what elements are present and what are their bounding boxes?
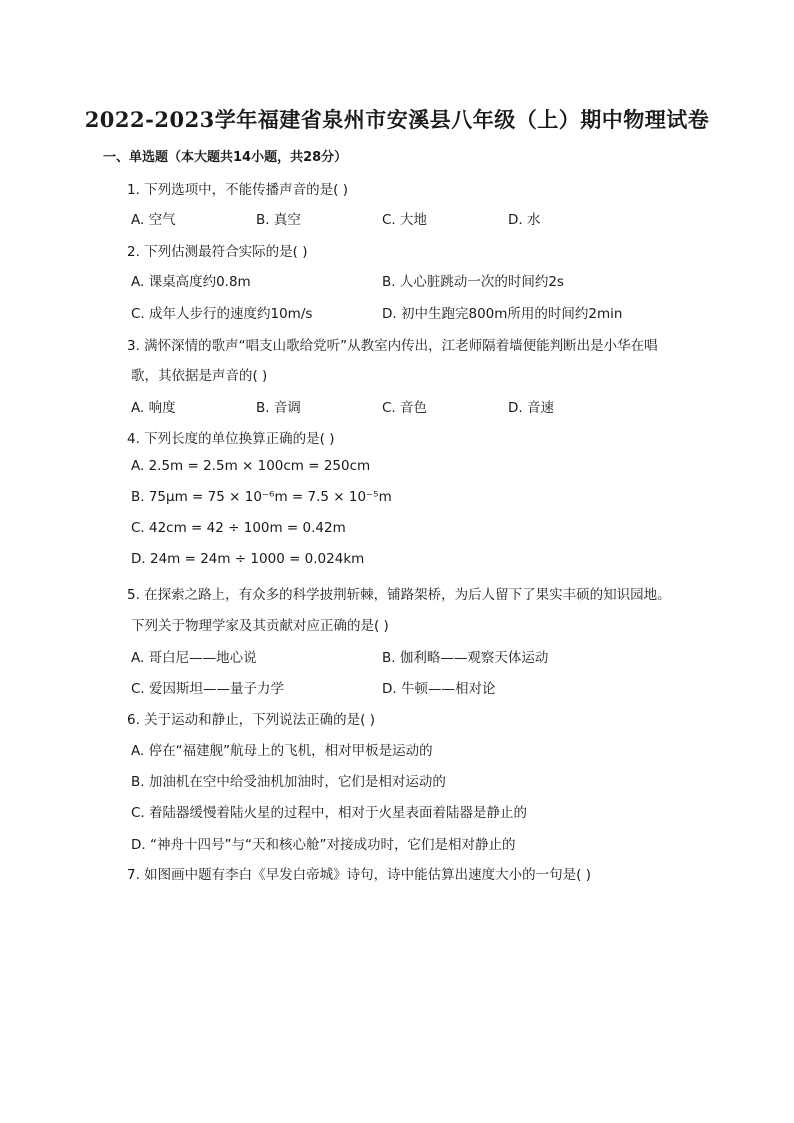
question-4-option-d: D. 24m = 24m ÷ 1000 = 0.024km — [131, 551, 365, 567]
question-7-stem: 7. 如图画中题有李白《早发白帝城》诗句，诗中能估算出速度大小的一句是( ) — [127, 867, 591, 883]
question-6-stem: 6. 关于运动和静止，下列说法正确的是( ) — [127, 712, 375, 728]
question-2-option-c: C. 成年人步行的速度约10m/s — [131, 306, 313, 322]
question-3-stem-line-1: 3. 满怀深情的歌声“唱支山歌给党听”从教室内传出，江老师隔着墙便能判断出是小华在唱 — [127, 338, 658, 354]
question-1-option-a: A. 空气 — [131, 212, 176, 228]
question-1-option-d: D. 水 — [508, 212, 541, 228]
question-6-option-b: B. 加油机在空中给受油机加油时，它们是相对运动的 — [131, 774, 446, 790]
question-2-option-b: B. 人心脏跳动一次的时间约2s — [382, 274, 564, 290]
question-1-option-c: C. 大地 — [382, 212, 428, 228]
question-6-option-a: A. 停在“福建舰”航母上的飞机，相对甲板是运动的 — [131, 743, 433, 759]
question-6-option-c: C. 着陆器缓慢着陆火星的过程中，相对于火星表面着陆器是静止的 — [131, 805, 528, 821]
question-3-stem-line-2: 歌，其依据是声音的( ) — [131, 368, 268, 384]
question-1-stem: 1. 下列选项中，不能传播声音的是( ) — [127, 182, 348, 198]
question-2-option-d: D. 初中生跑完800m所用的时间约2min — [382, 306, 623, 322]
question-2-stem: 2. 下列估测最符合实际的是( ) — [127, 244, 308, 260]
question-5-option-a: A. 哥白尼——地心说 — [131, 650, 257, 666]
question-5-stem-line-1: 5. 在探索之路上，有众多的科学披荆斩棘，铺路架桥，为后人留下了果实丰硕的知识园地。 — [127, 587, 671, 603]
question-5-stem-line-2: 下列关于物理学家及其贡献对应正确的是( ) — [131, 618, 389, 634]
question-5-option-d: D. 牛顿——相对论 — [382, 681, 496, 697]
question-3-option-c: C. 音色 — [382, 400, 428, 416]
question-4-stem: 4. 下列长度的单位换算正确的是( ) — [127, 431, 335, 447]
question-5-option-b: B. 伽利略——观察天体运动 — [382, 650, 549, 666]
question-6-option-d: D. “神舟十四号”与“天和核心舱”对接成功时，它们是相对静止的 — [131, 837, 516, 853]
question-3-option-d: D. 音速 — [508, 400, 554, 416]
question-2-option-a: A. 课桌高度约0.8m — [131, 274, 251, 290]
section-heading: 一、单选题（本大题共14小题，共28分） — [103, 150, 348, 165]
question-4-option-b: B. 75μm = 75 × 10⁻⁶m = 7.5 × 10⁻⁵m — [131, 489, 392, 505]
question-5-option-c: C. 爱因斯坦——量子力学 — [131, 681, 285, 697]
question-4-option-c: C. 42cm = 42 ÷ 100m = 0.42m — [131, 520, 346, 536]
question-3-option-b: B. 音调 — [256, 400, 301, 416]
question-4-option-a: A. 2.5m = 2.5m × 100cm = 250cm — [131, 458, 371, 474]
question-3-option-a: A. 响度 — [131, 400, 176, 416]
question-1-option-b: B. 真空 — [256, 212, 301, 228]
page-title: 2022-2023学年福建省泉州市安溪县八年级（上）期中物理试卷 — [84, 107, 710, 132]
